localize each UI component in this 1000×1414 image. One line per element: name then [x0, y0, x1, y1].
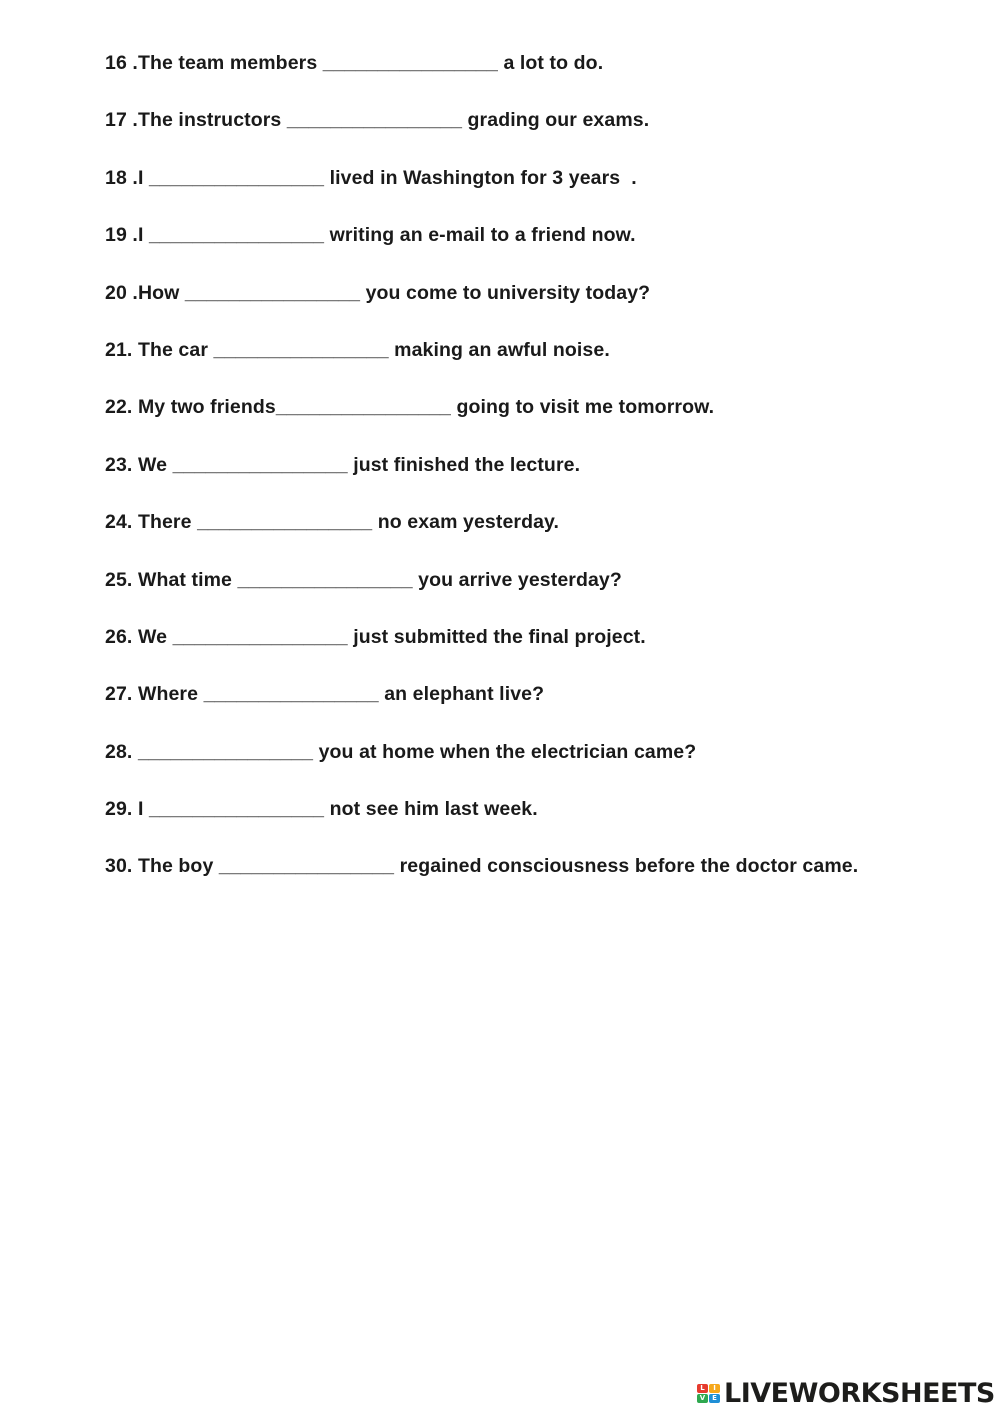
answer-blank[interactable]: ________________: [322, 52, 498, 74]
logo-mark-letter-v: V: [697, 1394, 708, 1403]
logo-text: LIVEWORKSHEETS: [724, 1378, 995, 1409]
liveworksheets-logo: [697, 1374, 995, 1414]
question-list: [105, 48, 965, 909]
answer-blank[interactable]: ________________: [137, 740, 314, 763]
question-27: 27. Where ________________ an elephant live?: [105, 683, 545, 706]
question-23: 23. We ________________ just finished the lecture.: [105, 453, 581, 476]
logo-mark-letter-e: E: [709, 1394, 720, 1403]
question-24: 24. There ________________ no exam yesterday.: [105, 511, 560, 534]
answer-blank[interactable]: ________________: [203, 683, 379, 706]
question-28: 28. ________________ you at home when the electrician came?: [105, 740, 697, 763]
answer-blank[interactable]: ________________: [172, 625, 348, 648]
question-29: 29. I ________________ not see him last week.: [105, 798, 538, 821]
liveworksheets-logo-mark-icon: [697, 1378, 723, 1410]
answer-blank[interactable]: ________________: [286, 109, 463, 132]
answer-blank[interactable]: ________________: [237, 568, 413, 591]
question-26: 26. We ________________ just submitted the final project.: [105, 625, 646, 648]
question-18: 18 .I ________________ lived in Washington for 3 years .: [105, 166, 637, 189]
answer-blank[interactable]: ________________: [148, 224, 325, 247]
question-30: 30. The boy ________________ regained consciousness before the doctor came.: [105, 855, 859, 878]
logo-mark-letter-i: I: [709, 1384, 720, 1393]
answer-blank[interactable]: ________________: [218, 855, 395, 878]
question-22: 22. My two friends________________ going to visit me tomorrow.: [105, 396, 715, 419]
answer-blank[interactable]: ________________: [213, 338, 389, 361]
question-19: 19 .I ________________ writing an e-mail to a friend now.: [105, 224, 636, 247]
answer-blank[interactable]: ________________: [172, 453, 348, 476]
question-16: 16 .The team members ________________ a lot to do.: [105, 52, 604, 74]
logo-mark-letter-l: L: [697, 1384, 708, 1393]
answer-blank[interactable]: ________________: [148, 798, 325, 821]
question-20: 20 .How ________________ you come to university today?: [105, 281, 651, 304]
question-21: 21. The car ________________ making an awful noise.: [105, 338, 610, 361]
answer-blank[interactable]: ________________: [184, 281, 361, 304]
answer-blank[interactable]: ________________: [148, 166, 325, 189]
answer-blank[interactable]: ________________: [197, 511, 373, 534]
answer-blank[interactable]: ________________: [275, 396, 451, 419]
question-25: 25. What time ________________ you arrive yesterday?: [105, 568, 622, 591]
question-17: 17 .The instructors ________________ grading our exams.: [105, 109, 650, 132]
